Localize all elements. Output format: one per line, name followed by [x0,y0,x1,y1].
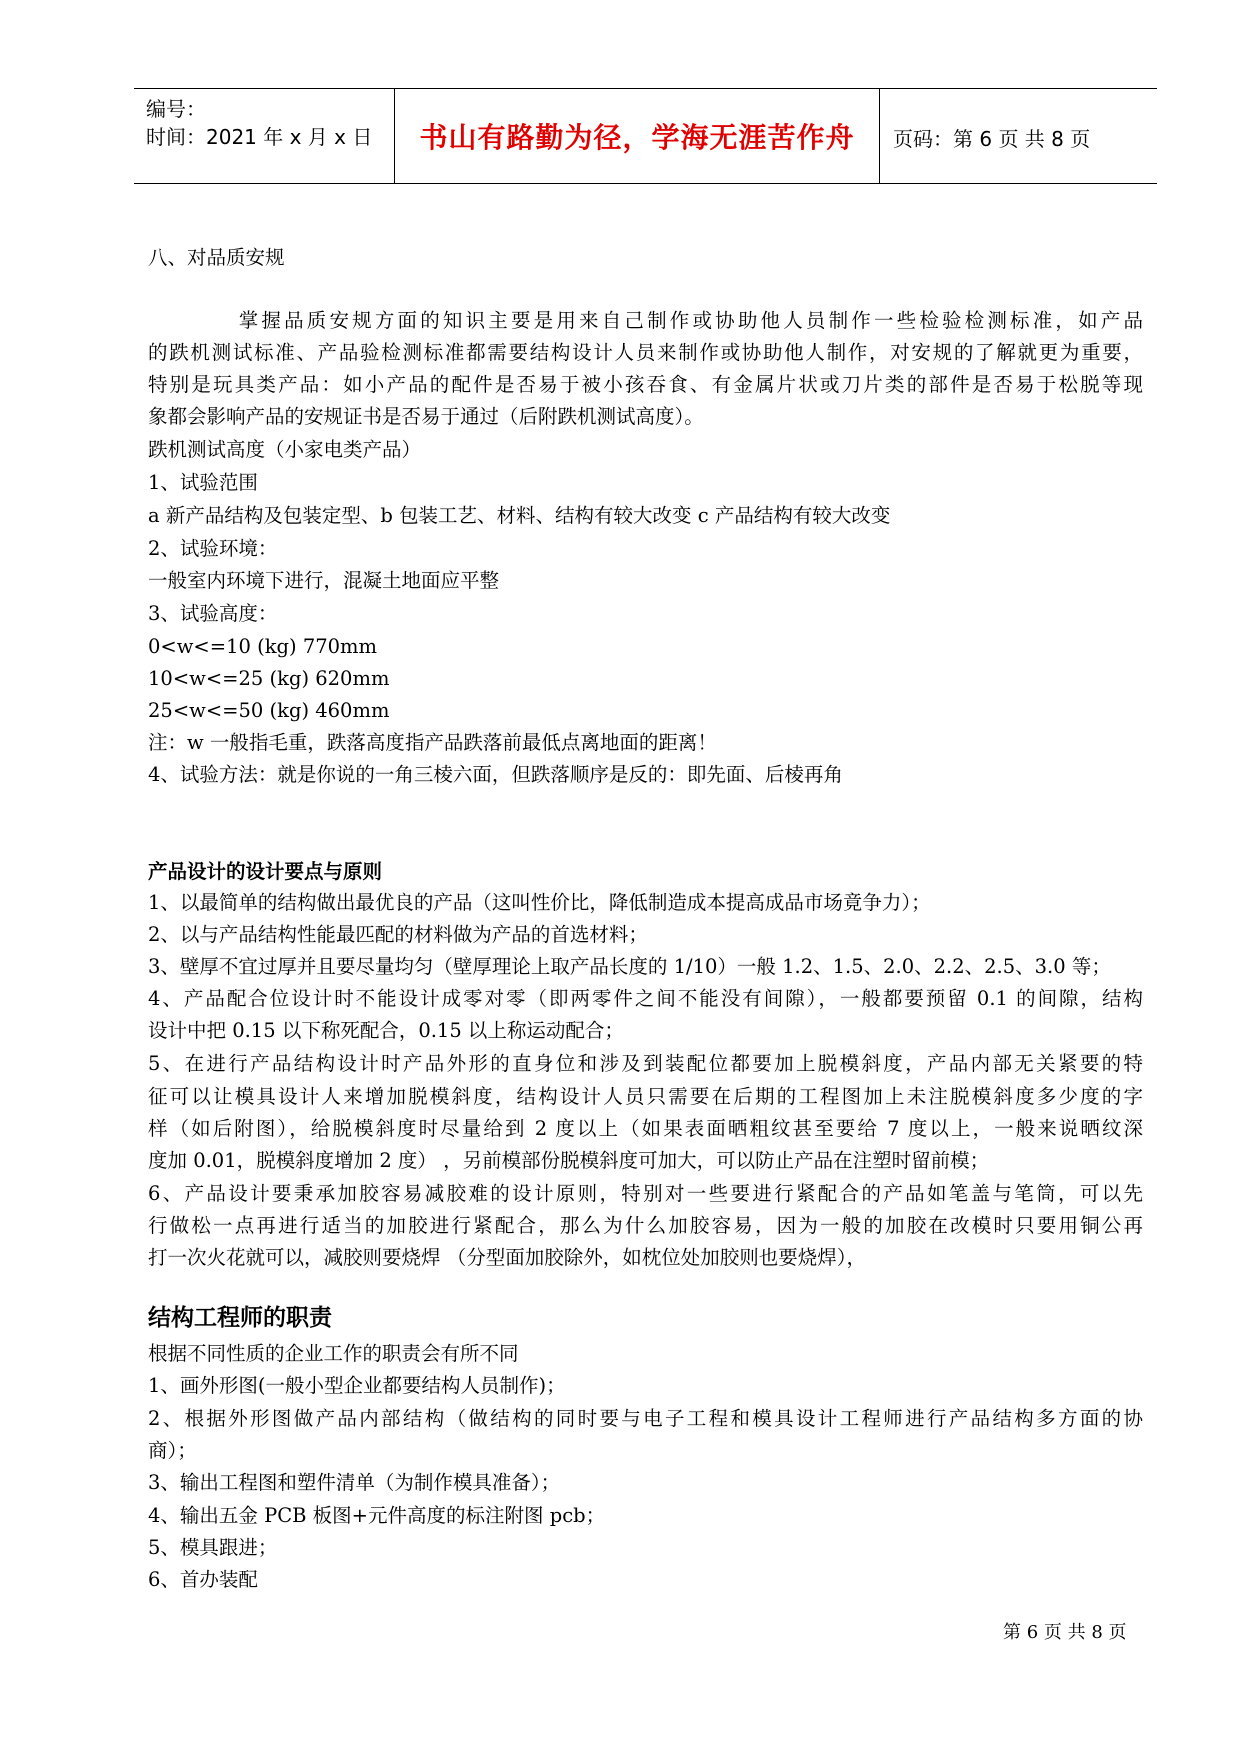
design-line: 5、在进行产品结构设计时产品外形的直身位和涉及到装配位都要加上脱模斜度，产品内部无关紧要的特 [148,1052,1143,1075]
duties-line: 商）； [148,1439,197,1462]
design-heading: 产品设计的设计要点与原则 [148,860,383,883]
design-line: 2、以与产品结构性能最匹配的材料做为产品的首选材料； [148,923,648,946]
header-page-cell [881,89,1157,183]
header-info-cell [134,89,395,183]
number-label: 编号： [146,97,206,121]
paragraph-line: 的跌机测试标准、产品验检测标准都需要结构设计人员来制作或协助他人制作，对安规的了解就更为重要， [148,341,1143,364]
page-header [134,88,1157,184]
section-title: 八、对品质安规 [148,246,285,269]
duties-line: 1、画外形图(一般小型企业都要结构人员制作)； [148,1374,566,1397]
list-item: 注：w 一般指毛重，跌落高度指产品跌落前最低点离地面的距离！ [148,731,717,754]
header-motto-cell [395,89,880,183]
page-code: 页码：第 6 页 共 8 页 [893,127,1091,151]
list-item: 1、试验范围 [148,471,258,494]
duties-line: 4、输出五金 PCB 板图+元件高度的标注附图 pcb； [148,1504,606,1527]
design-line: 度加 0.01，脱模斜度增加 2 度） ，另前模部份脱模斜度可加大，可以防止产品在注塑时留前模； [148,1149,990,1172]
design-line: 6、产品设计要秉承加胶容易减胶难的设计原则，特别对一些要进行紧配合的产品如笔盖与笔筒，可以先 [148,1182,1143,1205]
design-line: 征可以让模具设计人来增加脱模斜度，结构设计人员只需要在后期的工程图加上未注脱模斜度多少度的字 [148,1085,1143,1108]
design-line: 打一次火花就可以，减胶则要烧焊 （分型面加胶除外，如枕位处加胶则也要烧焊）， [148,1246,866,1269]
design-line: 1、以最简单的结构做出最优良的产品（这叫性价比，降低制造成本提高成品市场竟争力）； [148,891,931,914]
design-line: 行做松一点再进行适当的加胶进行紧配合，那么为什么加胶容易，因为一般的加胶在改模时只要用铜公再 [148,1214,1143,1237]
design-line: 3、壁厚不宜过厚并且要尽量均匀（壁厚理论上取产品长度的 1/10）一般 1.2、1.5、2.0、2.2、2.5、3.0 等； [148,955,1111,978]
duties-heading: 结构工程师的职责 [148,1305,332,1331]
list-item: 4、试验方法：就是你说的一角三棱六面，但跌落顺序是反的：即先面、后棱再角 [148,763,843,786]
duties-line: 2、根据外形图做产品内部结构（做结构的同时要与电子工程和模具设计工程师进行产品结构多方面的协 [148,1407,1143,1430]
list-item: 0<w<=10 (kg) 770mm [148,635,378,658]
motto: 书山有路勤为径，学海无涯苦作舟 [419,121,855,154]
duties-line: 3、输出工程图和塑件清单（为制作模具准备）； [148,1471,561,1494]
paragraph-line: 掌握品质安规方面的知识主要是用来自己制作或协助他人员制作一些检验检测标准，如产品 [148,309,1143,332]
design-line: 4、产品配合位设计时不能设计成零对零（即两零件之间不能没有间隙），一般都要预留 0.1 的间隙，结构 [148,987,1143,1010]
duties-line: 根据不同性质的企业工作的职责会有所不同 [148,1342,519,1365]
paragraph-line: 特别是玩具类产品：如小产品的配件是否易于被小孩吞食、有金属片状或刀片类的部件是否易于松脱等现 [148,373,1143,396]
duties-line: 5、模具跟进； [148,1536,278,1559]
design-line: 设计中把 0.15 以下称死配合，0.15 以上称运动配合； [148,1019,624,1042]
drop-test-title: 跌机测试高度（小家电类产品） [148,438,422,461]
duties-line: 6、首办装配 [148,1568,258,1591]
design-line: 样（如后附图），给脱模斜度时尽量给到 2 度以上（如果表面晒粗纹甚至要给 7 度以上，一般来说晒纹深 [148,1117,1143,1140]
time-label: 时间：2021 年 x 月 x 日 [146,125,373,149]
list-item: 3、试验高度： [148,602,278,625]
list-item: 一般室内环境下进行，混凝土地面应平整 [148,569,500,592]
list-item: 10<w<=25 (kg) 620mm [148,667,390,690]
page-footer: 第 6 页 共 8 页 [1003,1622,1127,1643]
list-item: 2、试验环境： [148,537,278,560]
list-item: a 新产品结构及包装定型、b 包装工艺、材料、结构有较大改变 c 产品结构有较大改变 [148,504,891,527]
paragraph-line: 象都会影响产品的安规证书是否易于通过（后附跌机测试高度）。 [148,405,704,428]
list-item: 25<w<=50 (kg) 460mm [148,699,390,722]
